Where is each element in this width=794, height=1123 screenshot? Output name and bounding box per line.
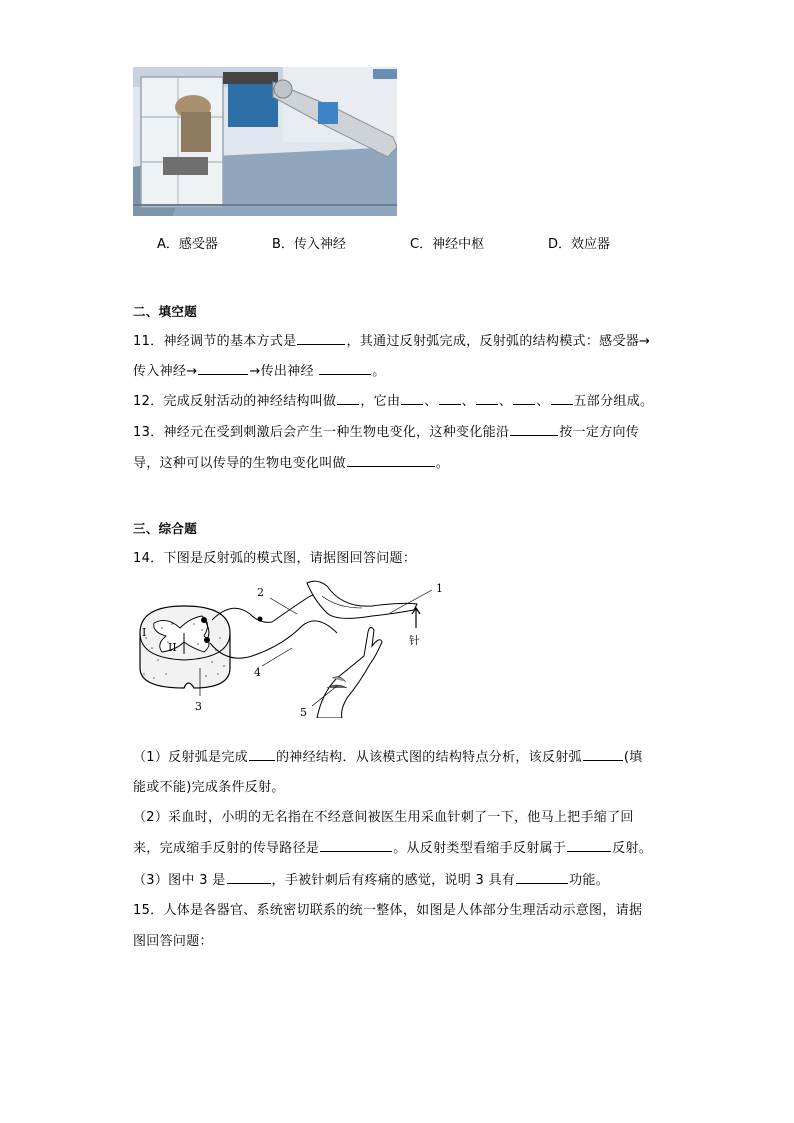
q13-blank1[interactable] (510, 422, 558, 436)
label-roman-2: II (168, 641, 177, 654)
q12-blank3[interactable] (439, 391, 461, 405)
q12-blank6[interactable] (551, 391, 573, 405)
q11-blank2[interactable] (198, 361, 248, 375)
q15-line2: 图回答问题： (133, 934, 213, 949)
robot-arm-photo (133, 67, 397, 216)
label-1: 1 (436, 582, 443, 595)
q11-blank1[interactable] (297, 331, 345, 345)
q14-blank6[interactable] (516, 870, 568, 884)
option-b: B．传入神经 (272, 237, 346, 252)
q14-blank5[interactable] (227, 870, 271, 884)
q14-blank3[interactable] (320, 838, 392, 852)
option-d: D．效应器 (548, 237, 611, 252)
q12-blank2[interactable] (401, 391, 423, 405)
label-3: 3 (195, 700, 202, 713)
reflex-arc-diagram (132, 578, 452, 718)
label-4: 4 (254, 666, 261, 679)
section-fill-blank-title: 二、填空题 (133, 304, 198, 319)
q12-blank5[interactable] (513, 391, 535, 405)
q11-line1: 11．神经调节的基本方式是 ，其通过反射弧完成，反射弧的结构模式：感受器→ (133, 330, 650, 349)
label-roman-1: I (142, 626, 147, 639)
q14-part2-line2: 来，完成缩手反射的传导路径是 。从反射类型看缩手反射属于 反射。 (133, 837, 652, 856)
q14-part1-line2: 能或不能)完成条件反射。 (133, 780, 285, 795)
q14-part1-line1: （1）反射弧是完成 的神经结构．从该模式图的结构特点分析，该反射弧 (填 (133, 746, 643, 765)
spinal-cord-section (140, 606, 230, 688)
q14-blank2[interactable] (583, 747, 623, 761)
option-c: C．神经中枢 (410, 237, 485, 252)
q15-line1: 15．人体是各器官、系统密切联系的统一整体，如图是人体部分生理活动示意图，请据 (133, 903, 643, 918)
section-comprehensive-title: 三、综合题 (133, 521, 198, 536)
q11-blank3[interactable] (319, 361, 371, 375)
q13-line2: 导，这种可以传导的生物电变化叫做 。 (133, 452, 449, 471)
q14-part3-line: （3）图中 3 是 ，手被针刺后有疼痛的感觉，说明 3 具有 功能。 (133, 869, 609, 888)
q11-line2: 传入神经→ →传出神经 。 (133, 360, 386, 379)
q12-blank1[interactable] (337, 391, 359, 405)
option-a: A．感受器 (157, 237, 218, 252)
q13-line1: 13．神经元在受到刺激后会产生一种生物电变化，这种变化能沿 按一定方向传 (133, 421, 639, 440)
q14-blank1[interactable] (249, 747, 275, 761)
q12-line: 12．完成反射活动的神经结构叫做 ，它由 、 、 、 、 五部分组成。 (133, 390, 653, 409)
q13-blank2[interactable] (347, 453, 435, 467)
q14-blank4[interactable] (567, 838, 611, 852)
label-5: 5 (300, 706, 307, 718)
label-needle: 针 (409, 634, 420, 647)
q14-stem: 14．下图是反射弧的模式图，请据图回答问题： (133, 551, 417, 566)
q14-part2-line1: （2）采血时，小明的无名指在不经意间被医生用采血针刺了一下，他马上把手缩了回 (133, 810, 634, 825)
q12-blank4[interactable] (476, 391, 498, 405)
label-2: 2 (257, 586, 264, 599)
